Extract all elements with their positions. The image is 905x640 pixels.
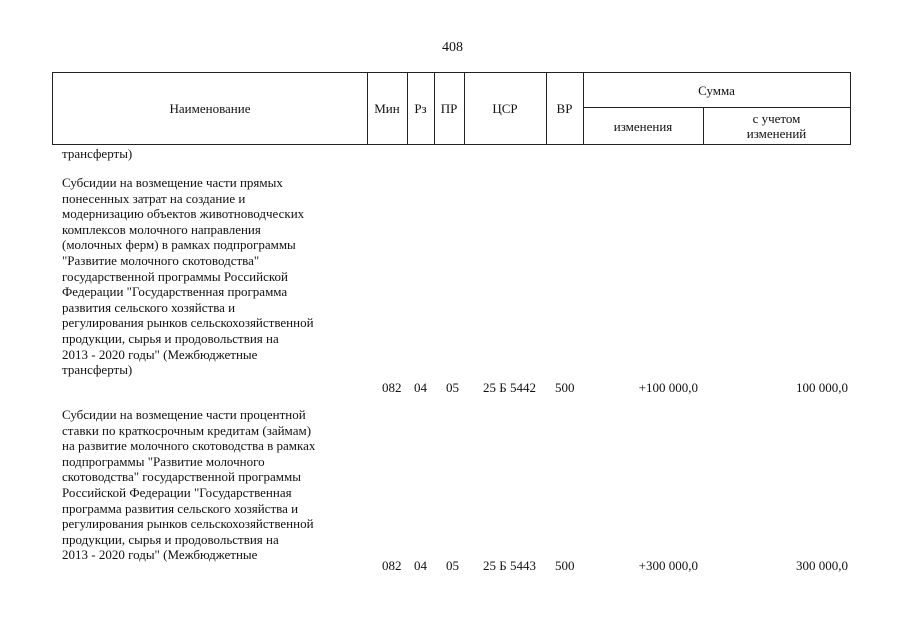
description-line: "Развитие молочного скотоводства" <box>62 252 260 268</box>
header-rz: Рз <box>414 101 427 116</box>
table-row <box>0 558 905 574</box>
description-line: программа развития сельского хозяйства и <box>62 500 299 516</box>
header-min: Мин <box>374 101 400 116</box>
row-1-description <box>62 175 362 378</box>
cell-csr: 25 Б 5443 <box>483 558 536 573</box>
header-change: изменения <box>613 118 673 134</box>
header-with-change-line2: изменений <box>746 126 807 141</box>
description-line: подпрограммы "Развитие молочного <box>62 453 265 469</box>
header-vr: ВР <box>556 101 573 116</box>
cell-pr: 05 <box>446 380 459 395</box>
cell-total: 300 000,0 <box>796 558 848 573</box>
description-line: Субсидии на возмещение части процентной <box>62 407 306 422</box>
table-row <box>0 380 905 396</box>
description-line: на развитие молочного скотоводства в рамках <box>62 438 316 454</box>
description-line: ставки по краткосрочным кредитам (займам) <box>62 422 312 438</box>
header-sum: Сумма <box>698 82 735 98</box>
cell-rz: 04 <box>414 558 427 573</box>
header-name: Наименование <box>169 101 251 116</box>
description-line: скотоводства" государственной программы <box>62 469 301 485</box>
description-line: регулирования рынков сельскохозяйственной <box>62 516 314 532</box>
cell-change: +300 000,0 <box>638 558 698 573</box>
description-line: Федерации "Государственная программа <box>62 284 288 300</box>
continuation-text <box>62 146 362 162</box>
description-line: регулирования рынков сельскохозяйственной <box>62 315 314 331</box>
description-line: понесенных затрат на создание и <box>62 190 246 206</box>
header-with-change-line1: с учетом <box>752 111 801 126</box>
cell-csr: 25 Б 5442 <box>483 380 536 395</box>
description-line: 2013 - 2020 годы" (Межбюджетные <box>62 346 258 362</box>
description-line: государственной программы Российской <box>62 268 288 284</box>
description-line: продукции, сырья и продовольствия на <box>62 330 279 346</box>
description-line: 2013 - 2020 годы" (Межбюджетные <box>62 547 258 563</box>
header-pr: ПР <box>440 101 458 116</box>
description-line: развития сельского хозяйства и <box>62 299 236 315</box>
description-line: Субсидии на возмещение части прямых <box>62 175 283 190</box>
header-with-change <box>703 108 850 144</box>
cell-rz: 04 <box>414 380 427 395</box>
cell-min: 082 <box>382 558 402 573</box>
cell-vr: 500 <box>555 558 575 573</box>
header-csr: ЦСР <box>492 101 518 116</box>
row-2-description <box>62 407 362 563</box>
continuation-line: трансферты) <box>62 146 133 161</box>
cell-vr: 500 <box>555 380 575 395</box>
description-line: продукции, сырья и продовольствия на <box>62 531 279 547</box>
description-line: трансферты) <box>62 362 133 378</box>
table-header <box>52 72 851 145</box>
cell-change: +100 000,0 <box>638 380 698 395</box>
cell-total: 100 000,0 <box>796 380 848 395</box>
page-number: 408 <box>442 40 463 55</box>
description-line: модернизацию объектов животноводческих <box>62 206 305 222</box>
description-line: (молочных ферм) в рамках подпрограммы <box>62 237 296 253</box>
description-line: комплексов молочного направления <box>62 221 261 237</box>
cell-min: 082 <box>382 380 402 395</box>
cell-pr: 05 <box>446 558 459 573</box>
description-line: Российской Федерации "Государственная <box>62 484 292 500</box>
